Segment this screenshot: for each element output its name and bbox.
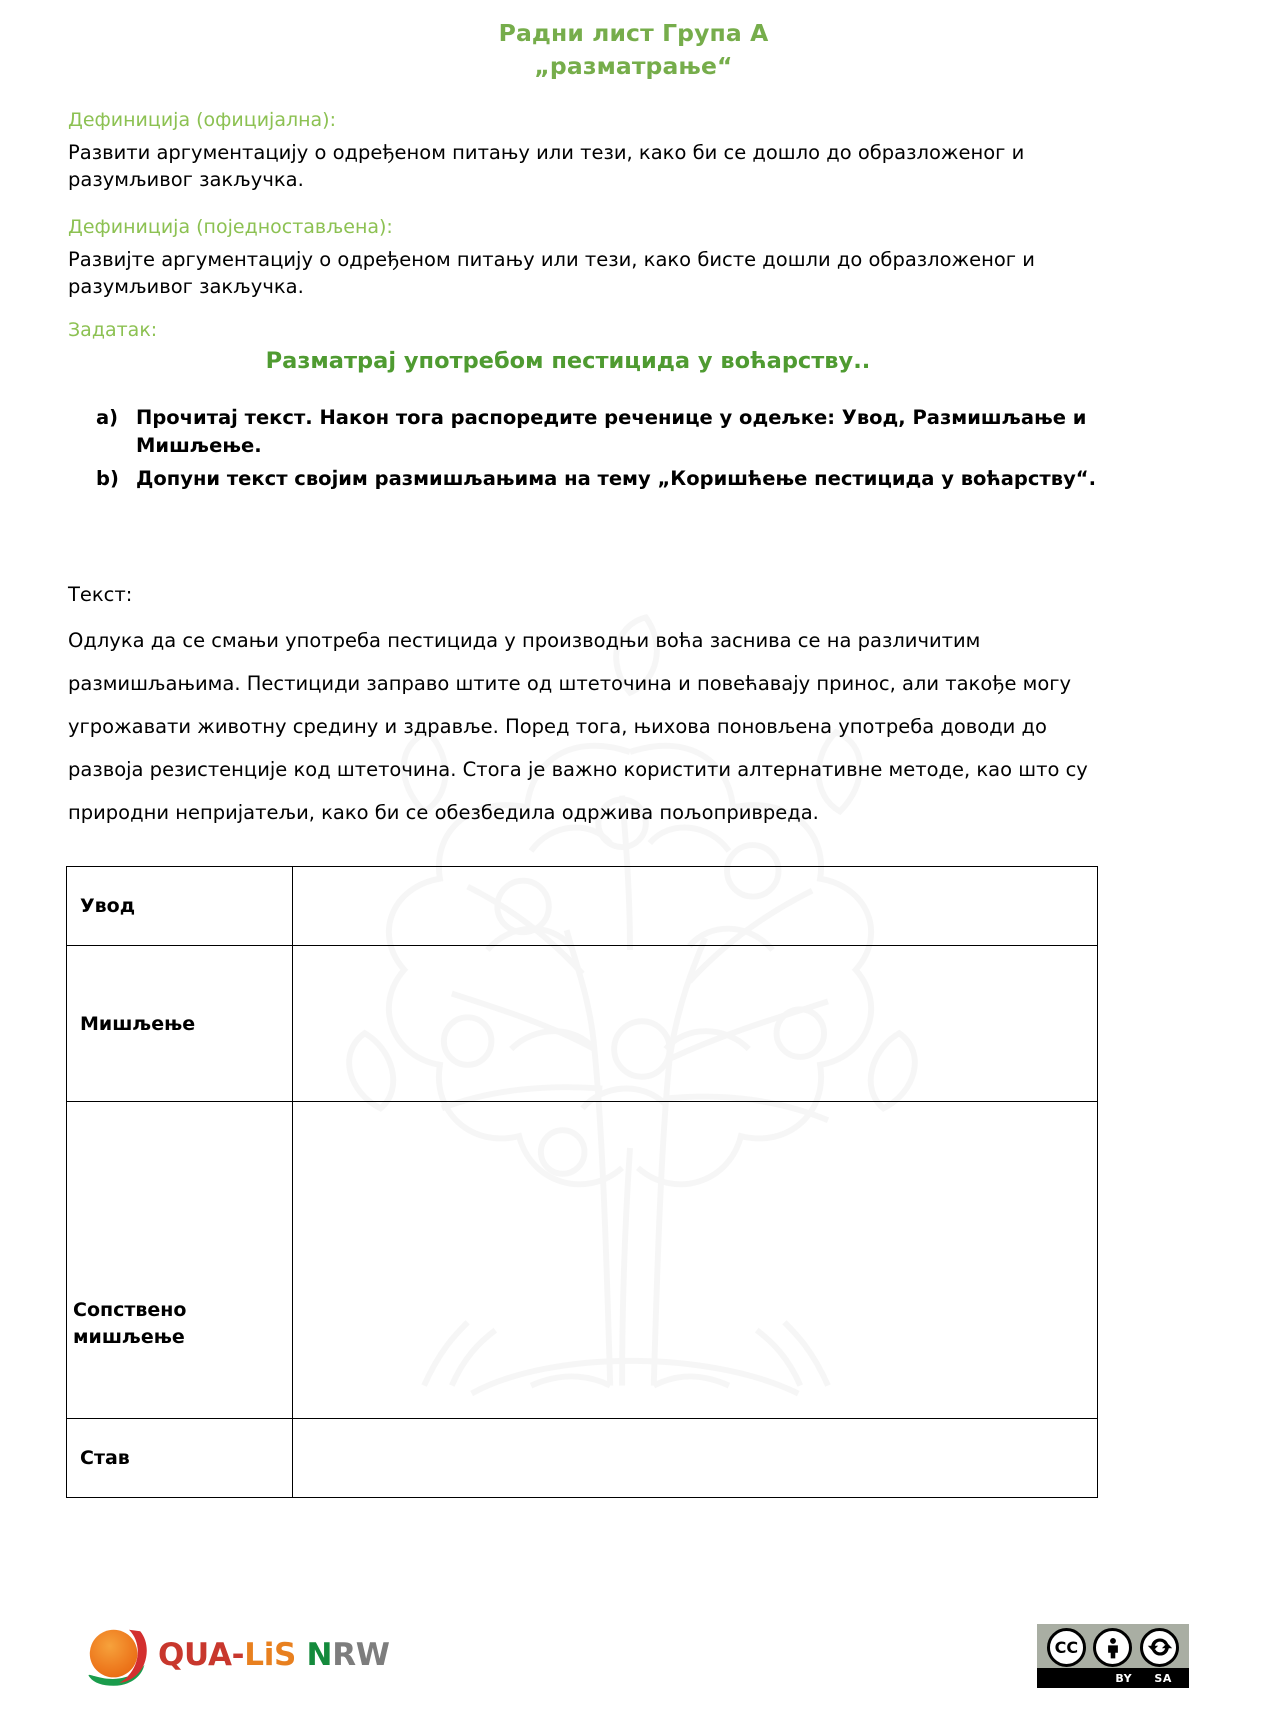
table-row-answer-cell[interactable] bbox=[293, 1419, 1098, 1498]
table-row bbox=[67, 1102, 1098, 1419]
table-row-answer-cell[interactable] bbox=[293, 867, 1098, 946]
answer-table bbox=[66, 866, 1098, 1498]
task-list bbox=[96, 404, 1096, 499]
qualis-nrw-logo bbox=[80, 1620, 390, 1690]
table-row-label: Став bbox=[67, 1419, 293, 1498]
list-item-marker: b) bbox=[96, 467, 119, 491]
logo-text-nrw-n: N bbox=[296, 1637, 333, 1673]
table-row-label: Сопствено мишљење bbox=[67, 1102, 293, 1419]
share-alike-icon bbox=[1140, 1628, 1179, 1667]
cc-sa-label: SA bbox=[1154, 1671, 1172, 1685]
list-item bbox=[96, 465, 1096, 493]
definition-official-label: Дефиниција (официјална): bbox=[68, 109, 336, 131]
cc-by-label: BY bbox=[1115, 1671, 1133, 1685]
definition-official-text: Развити аргументацију о одређеном питању или тези, како би се дошло до образложеног и разумљивог закључка. bbox=[68, 140, 1025, 192]
attribution-person-icon bbox=[1093, 1628, 1132, 1667]
page-title-line-2: „разматрање“ bbox=[534, 52, 733, 81]
list-item bbox=[96, 404, 1096, 459]
page-title bbox=[0, 0, 1267, 84]
logo-text-nrw-rw: RW bbox=[332, 1637, 390, 1673]
text-section-label: Текст: bbox=[68, 583, 133, 606]
text-section-body: Одлука да се смањи употреба пестицида у производњи воћа заснива се на различитим размишљањима. Пестициди заправо штите од штеточина и повећавају принос, али такође могу угрожавати животну средину и здравље. Поред тога, њихова поновљена употреба доводи до развоја резистенције код штеточина. Стога је важно користити алтернативне методе, као што су природни непријатељи, како би се обезбедила одржива пољопривреда. bbox=[68, 629, 1088, 824]
table-row bbox=[67, 946, 1098, 1102]
list-item-label: Допуни текст својим размишљањима на тему „Коришћење пестицида у воћарству“. bbox=[136, 467, 1097, 491]
table-row-answer-cell[interactable] bbox=[293, 946, 1098, 1102]
logo-text-dash: - bbox=[231, 1637, 245, 1673]
list-item-marker: a) bbox=[96, 406, 119, 429]
task-label: Задатак: bbox=[68, 319, 158, 341]
definition-simplified-label: Дефиниција (поједностављена): bbox=[68, 216, 393, 238]
cc-badge-icons bbox=[1037, 1624, 1189, 1670]
list-item-label: Прочитај текст. Након тога распоредите реченице у одељке: Увод, Размишљање и Мишљење. bbox=[136, 406, 1087, 457]
table-row-answer-cell[interactable] bbox=[293, 1102, 1098, 1419]
logo-text-lis: LiS bbox=[244, 1637, 297, 1673]
creative-commons-icon: CC bbox=[1047, 1628, 1086, 1667]
definition-official-section bbox=[68, 108, 1058, 194]
table-row bbox=[67, 867, 1098, 946]
task-heading: Разматрај употребом пестицида у воћарству.. bbox=[265, 348, 871, 374]
qualis-logo-text bbox=[158, 1637, 390, 1673]
definition-simplified-text: Развијте аргументацију о одређеном питању или тези, како бисте дошли до образложеног и разумљивог закључка. bbox=[68, 247, 1035, 299]
table-row bbox=[67, 1419, 1098, 1498]
qualis-logo-mark-icon bbox=[80, 1620, 150, 1690]
logo-text-qua: QUA bbox=[158, 1637, 232, 1673]
table-row-label: Мишљење bbox=[67, 946, 293, 1102]
page-title-line-1: Радни лист Група А bbox=[498, 19, 769, 47]
creative-commons-license-badge[interactable] bbox=[1037, 1624, 1189, 1688]
table-row-label: Увод bbox=[67, 867, 293, 946]
page-footer bbox=[0, 1620, 1267, 1720]
definition-simplified-section bbox=[68, 215, 1058, 301]
cc-badge-labels bbox=[1037, 1668, 1189, 1688]
